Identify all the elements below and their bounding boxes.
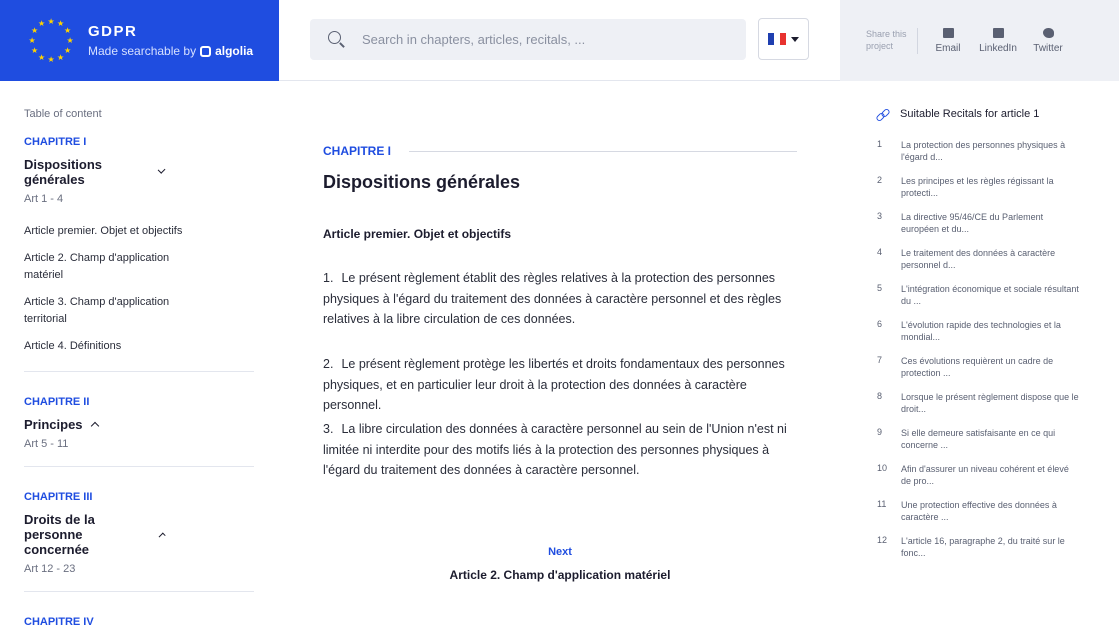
toc-chapter-1 — [24, 136, 279, 355]
chapter-name: Dispositions générales — [24, 157, 103, 187]
chapter-label[interactable]: CHAPITRE I — [24, 136, 87, 148]
table-of-contents — [0, 81, 279, 628]
recital-number: 4 — [877, 247, 883, 257]
chevron-down-icon — [157, 166, 165, 174]
share-twitter-button[interactable] — [1028, 28, 1068, 54]
top-bar — [279, 0, 840, 81]
toc-article-link[interactable]: Article premier. Objet et objectifs — [24, 225, 183, 237]
toc-chapter-4 — [24, 616, 279, 628]
recital-item[interactable] — [877, 283, 1119, 307]
recital-number: 10 — [877, 463, 888, 473]
link-icon — [877, 109, 888, 120]
share-bar — [840, 0, 1119, 81]
paragraph-text: Le présent règlement établit des règles relatives à la protection des personnes physiques à l'égard du traitement des données à caractère personnel et des règles relatives à la libre circulation de ces données. — [323, 271, 782, 326]
recital-item[interactable] — [877, 427, 1119, 451]
chapter-toggle[interactable] — [24, 512, 164, 557]
brand-subtitle — [88, 44, 253, 58]
article-heading: Article premier. Objet et objectifs — [323, 227, 512, 241]
recital-text: L'évolution rapide des technologies et la mondial... — [901, 320, 1061, 342]
chapter-name: Droits de la personne concernée — [24, 512, 95, 557]
toc-article-link[interactable]: Article 3. Champ d'application territorial — [24, 296, 170, 325]
article-paragraph — [323, 268, 797, 330]
algolia-wordmark: algolia — [215, 44, 254, 58]
recital-text: Si elle demeure satisfaisante en ce qui concerne ... — [901, 428, 1056, 450]
share-twitter-label: Twitter — [1033, 42, 1063, 54]
email-icon — [943, 28, 954, 38]
toc-article-link[interactable]: Article 4. Définitions — [24, 340, 122, 352]
article-paragraph — [323, 354, 797, 416]
recital-text: Lorsque le présent règlement dispose que le droit... — [901, 392, 1079, 414]
toc-title: Table of content — [24, 108, 102, 120]
toc-article-list — [24, 223, 279, 355]
chapter-label[interactable]: CHAPITRE IV — [24, 616, 94, 628]
recital-number: 8 — [877, 391, 883, 401]
paragraph-text: La libre circulation des données à caractère personnel au sein de l'Union n'est ni limitée ni interdite pour des motifs liés à la protection des personnes physiques à l'égard du traitement des données à caractère personnel. — [323, 422, 787, 477]
toc-article-link[interactable]: Article 2. Champ d'application matériel — [24, 252, 170, 281]
recital-text: Une protection effective des données à caractère ... — [901, 500, 1057, 522]
recital-text: La protection des personnes physiques à l'égard d... — [901, 140, 1066, 162]
recital-item[interactable] — [877, 175, 1119, 199]
recitals-header — [877, 108, 1119, 120]
article-range: Art 5 - 11 — [24, 438, 69, 450]
next-article-title: Article 2. Champ d'application matériel — [449, 568, 671, 582]
paragraph-number: 2. — [323, 357, 334, 371]
brand-title: GDPR — [88, 23, 138, 40]
recital-number: 1 — [877, 139, 883, 149]
share-label: Share this project — [866, 28, 918, 54]
chapter-title: Dispositions générales — [323, 172, 521, 192]
brand-logo-area[interactable] — [0, 0, 279, 81]
toc-chapter-3 — [24, 491, 279, 575]
chapter-toggle[interactable] — [24, 157, 164, 187]
search-box[interactable] — [310, 19, 746, 60]
algolia-icon — [200, 46, 211, 57]
paragraph-number: 3. — [323, 422, 334, 436]
recital-item[interactable] — [877, 499, 1119, 523]
recital-text: Le traitement des données à caractère personnel d... — [901, 248, 1056, 270]
divider — [24, 371, 254, 372]
next-label: Next — [548, 546, 572, 558]
recitals-panel — [840, 81, 1119, 594]
chapter-label[interactable]: CHAPITRE III — [24, 491, 93, 503]
recital-text: Les principes et les règles régissant la protecti... — [901, 176, 1054, 198]
search-input[interactable] — [362, 32, 722, 47]
chapter-name: Principes — [24, 417, 83, 432]
chapter-label[interactable]: CHAPITRE II — [24, 396, 90, 408]
recital-text: L'article 16, paragraphe 2, du traité sur le fonc... — [901, 536, 1065, 558]
divider — [24, 466, 254, 467]
recital-number: 3 — [877, 211, 883, 221]
toc-chapter-2 — [24, 396, 279, 450]
eu-stars-icon: ★ ★ ★ ★ ★ ★ ★ ★ ★ ★ ★ ★ — [28, 16, 74, 64]
recital-item[interactable] — [877, 211, 1119, 235]
recital-item[interactable] — [877, 139, 1119, 163]
chevron-up-icon — [158, 532, 165, 539]
twitter-icon — [1043, 28, 1054, 38]
recital-number: 5 — [877, 283, 883, 293]
paragraph-text: Le présent règlement protège les libertés et droits fondamentaux des personnes physiques, et en particulier leur droit à la protection des données à caractère personnel. — [323, 357, 785, 412]
share-email-label: Email — [935, 42, 961, 54]
recital-number: 11 — [877, 499, 887, 509]
share-linkedin-button[interactable] — [978, 28, 1018, 54]
divider — [24, 591, 254, 592]
article-range: Art 12 - 23 — [24, 563, 76, 575]
share-email-button[interactable] — [928, 28, 968, 54]
recital-item[interactable] — [877, 535, 1119, 559]
recital-item[interactable] — [877, 391, 1119, 415]
article-content — [279, 81, 840, 594]
chapter-toggle[interactable] — [24, 417, 164, 432]
recital-text: L'intégration économique et sociale résultant du ... — [901, 284, 1079, 306]
linkedin-icon — [993, 28, 1004, 38]
share-linkedin-label: LinkedIn — [979, 42, 1017, 54]
recital-number: 9 — [877, 427, 883, 437]
recital-item[interactable] — [877, 247, 1119, 271]
chevron-up-icon — [90, 422, 98, 430]
recital-item[interactable] — [877, 319, 1119, 343]
recital-item[interactable] — [877, 463, 1119, 487]
recital-number: 2 — [877, 175, 883, 185]
recital-text: Afin d'assurer un niveau cohérent et élevé de pro... — [901, 464, 1069, 486]
chapter-label: CHAPITRE I — [323, 144, 392, 158]
language-selector[interactable] — [758, 18, 809, 60]
recitals-title: Suitable Recitals for article 1 — [900, 108, 1040, 120]
recital-number: 6 — [877, 319, 883, 329]
article-paragraph — [323, 419, 797, 481]
recital-text: La directive 95/46/CE du Parlement européen et du... — [901, 212, 1044, 234]
recital-text: Ces évolutions requièrent un cadre de protection ... — [901, 356, 1054, 378]
article-range: Art 1 - 4 — [24, 193, 64, 205]
french-flag-icon — [768, 33, 786, 45]
chapter-header — [323, 144, 797, 158]
recital-number: 12 — [877, 535, 888, 545]
recital-number: 7 — [877, 355, 883, 365]
caret-down-icon — [791, 37, 799, 42]
brand-subtitle-text: Made searchable by — [88, 44, 197, 58]
divider — [409, 151, 797, 152]
paragraph-number: 1. — [323, 271, 334, 285]
next-article-link[interactable] — [323, 542, 797, 582]
search-icon — [326, 29, 348, 51]
brand-text — [88, 23, 253, 58]
recital-item[interactable] — [877, 355, 1119, 379]
